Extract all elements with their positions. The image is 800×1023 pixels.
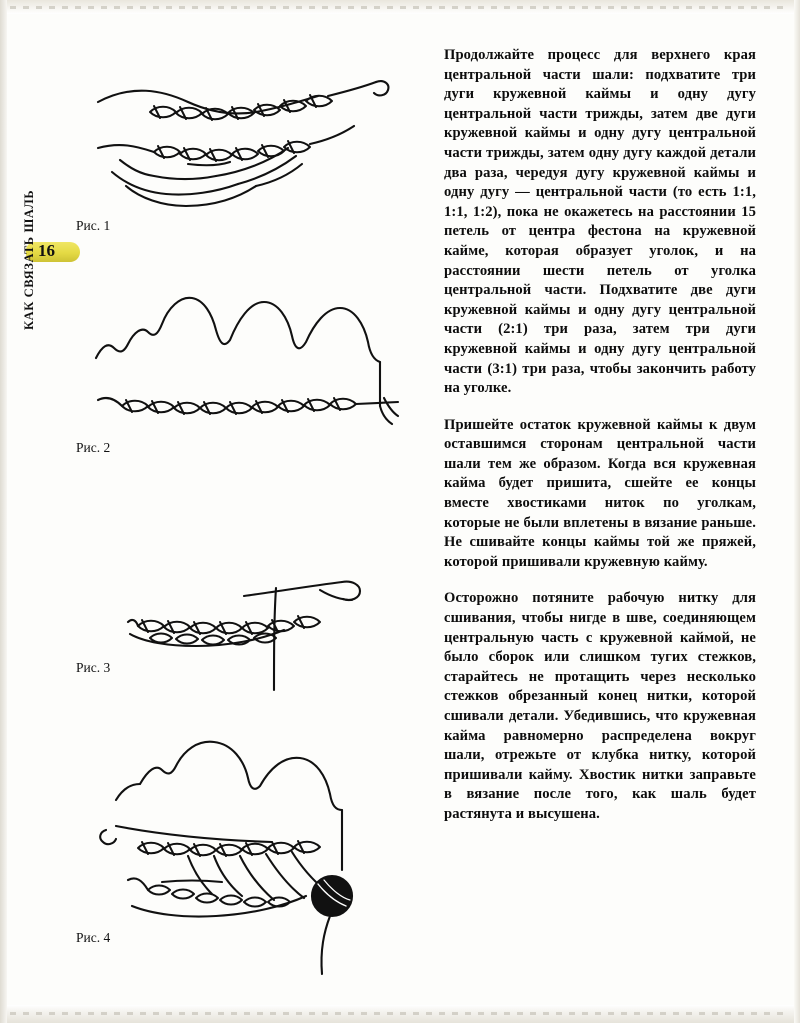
chapter-title-vertical: КАК СВЯЗАТЬ ШАЛЬ	[22, 189, 36, 330]
figure-3-needle-through-stitches	[124, 560, 404, 700]
paragraph-3: Осторожно потяните рабочую нитку для сшивания, чтобы нигде в шве, соединяющем центральную часть с кружевной каймой, не было сборок или слишком тугих стежков, старайтесь не протащить через несколько стежков обрезанный конец нитки, которой сшивали детали. Убедившись, что кружевная кайма равномерно распределена вокруг шали, отрежьте от клубка нитку, которой пришивали кайму. Хвостик нитки заправьте в вязание после того, как шаль будет растянута и высушена.	[444, 590, 756, 822]
body-text-column	[444, 46, 756, 825]
page-border-dots-top	[10, 6, 790, 9]
figure-3-caption: Рис. 3	[76, 660, 111, 675]
figure-2-scalloped-lace-edge	[92, 280, 402, 430]
page-edge-left	[0, 0, 7, 1023]
figures-column	[52, 40, 424, 980]
running-head	[20, 189, 55, 438]
figure-4-shawl-corner-with-yarn-ball	[92, 730, 422, 980]
figure-4-caption: Рис. 4	[76, 930, 111, 945]
paragraph-2: Пришейте остаток кружевной каймы к двум оставшимся сторонам центральной части шали тем же образом. Когда вся кружевная кайма будет пришита, сшейте ее концы вместе хвостиками ниток по уголкам, которые не были вплетены в вязание раньше. Не сшивайте концы каймы той же пряжей, которой пришивали кружевную кайму.	[444, 416, 756, 570]
figure-2-caption: Рис. 2	[76, 440, 111, 455]
figure-1-caption: Рис. 1	[76, 218, 111, 233]
page-edge-right	[794, 0, 800, 1023]
page-number: 16	[38, 241, 55, 260]
paragraph-1: Продолжайте процесс для верхнего края центральной части шали: подхватите три дуги кружевной каймы и одну дугу центральной части трижды, затем две дуги кружевной каймы и одну дугу центральной части трижды, затем одну дугу каждой детали два раза, чередуя дугу кружевной каймы и одну дугу — центральной части (то есть 1:1, 1:1, 1:2), пока не окажетесь на расстоянии 15 петель от центра фестона на кружевной кайме, которая образует уголок, и на расстоянии шести петель от уголка центральной части. Подхватите две дуги кружевной каймы и одну дугу центральной части (2:1) три раза, затем три дуги кружевной каймы и одну дугу центральной части (3:1) три раза, чтобы закончить работу на уголке.	[444, 47, 756, 397]
page-border-dots-bottom	[10, 1012, 790, 1015]
figure-1-crochet-hook-edging	[92, 56, 392, 216]
